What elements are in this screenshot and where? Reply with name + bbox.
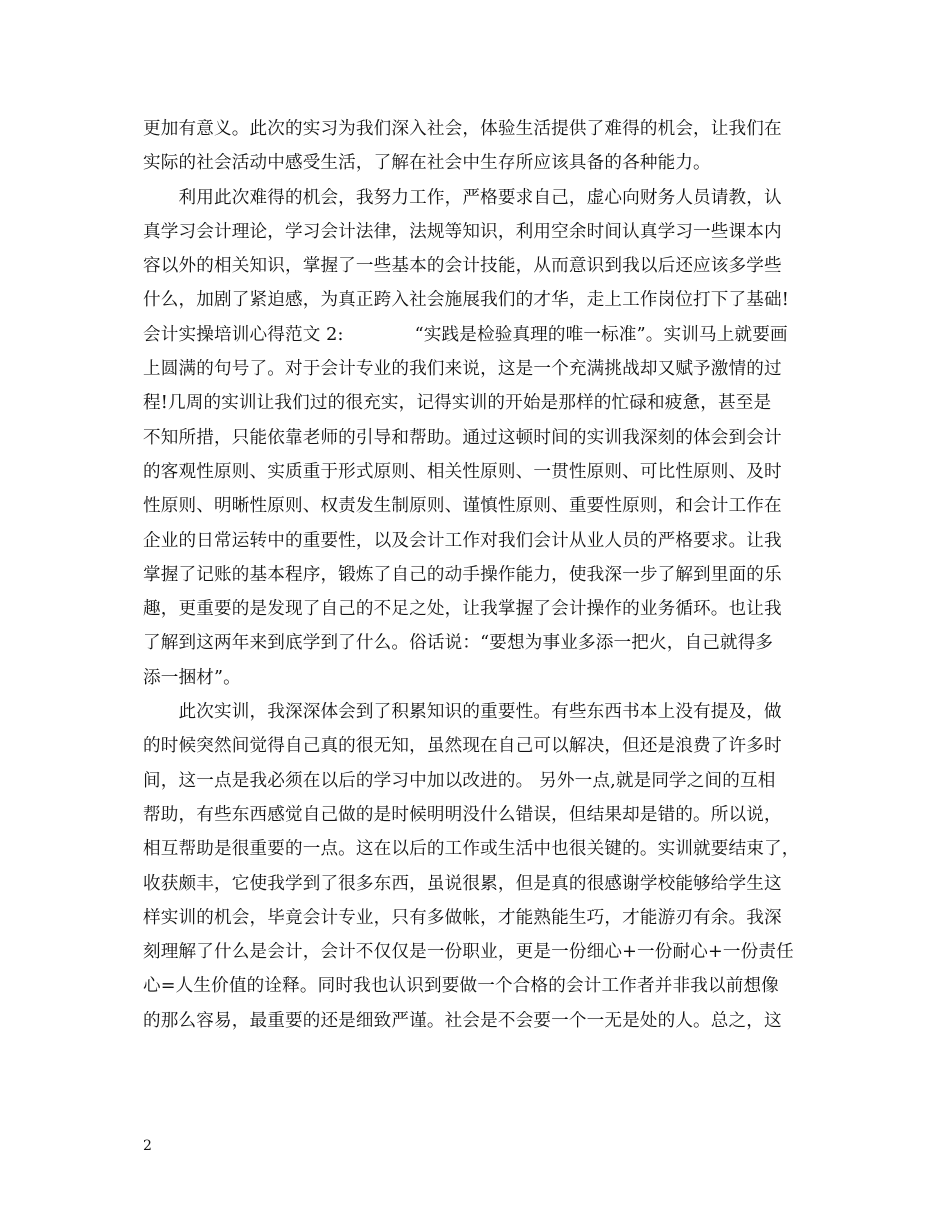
text-line: 的那么容易，最重要的还是细致严谨。社会是不会要一个一无是处的人。总之，这 bbox=[143, 1010, 782, 1031]
body-text bbox=[143, 112, 815, 1038]
text-line: 趣，更重要的是发现了自己的不足之处，让我掌握了会计操作的业务循环。也让我 bbox=[143, 599, 782, 620]
text-line: 相互帮助是很重要的一点。这在以后的工作或生活中也很关键的。实训就要结束了， bbox=[143, 839, 800, 860]
text-line: 程!几周的实训让我们过的很充实，记得实训的开始是那样的忙碌和疲惫，甚至是 bbox=[143, 393, 772, 414]
text-line: 样实训的机会，毕竟会计专业，只有多做帐，才能熟能生巧，才能游刃有余。我深 bbox=[143, 907, 782, 928]
text-line: 企业的日常运转中的重要性，以及会计工作对我们会计从业人员的严格要求。让我 bbox=[143, 530, 782, 551]
text-line: 的时候突然间觉得自己真的很无知，虽然现在自己可以解决，但还是浪费了许多时 bbox=[143, 736, 782, 757]
text-line: 真学习会计理论，学习会计法律，法规等知识，利用空余时间认真学习一些课本内 bbox=[143, 221, 782, 242]
text-line: 的客观性原则、实质重于形式原则、相关性原则、一贯性原则、可比性原则、及时 bbox=[143, 461, 782, 482]
page-number: 2 bbox=[143, 1138, 152, 1154]
text-line: 不知所措，只能依靠老师的引导和帮助。通过这顿时间的实训我深刻的体会到会计 bbox=[143, 427, 782, 448]
text-line: 掌握了记账的基本程序，锻炼了自己的动手操作能力，使我深一步了解到里面的乐 bbox=[143, 564, 782, 585]
text-line: 添一捆材”。 bbox=[143, 667, 241, 688]
text-line: 间，这一点是我必须在以后的学习中加以改进的。 另外一点,就是同学之间的互相 bbox=[143, 770, 776, 791]
text-line: 刻理解了什么是会计，会计不仅仅是一份职业，更是一份细心+一份耐心+一份责任 bbox=[143, 942, 794, 963]
text-line: 更加有意义。此次的实习为我们深入社会，体验生活提供了难得的机会，让我们在 bbox=[143, 119, 782, 139]
text-line: 会计实操培训心得范文 2: “实践是检验真理的唯一标准”。实训马上就要画 bbox=[143, 324, 788, 345]
text-line: 帮助，有些东西感觉自己做的是时候明明没什么错误，但结果却是错的。所以说， bbox=[143, 804, 782, 825]
text-line: 什么，加剧了紧迫感，为真正跨入社会施展我们的才华，走上工作岗位打下了基础! bbox=[143, 290, 789, 311]
text-line: 上圆满的句号了。对于会计专业的我们来说，这是一个充满挑战却又赋予激情的过 bbox=[143, 359, 782, 380]
text-line: 实际的社会活动中感受生活，了解在社会中生存所应该具备的各种能力。 bbox=[143, 153, 711, 174]
text-line: 此次实训，我深深体会到了积累知识的重要性。有些东西书本上没有提及，做 bbox=[143, 702, 782, 723]
text-line: 了解到这两年来到底学到了什么。俗话说：“要想为事业多添一把火，自己就得多 bbox=[143, 633, 774, 654]
text-line: 容以外的相关知识，掌握了一些基本的会计技能，从而意识到我以后还应该多学些 bbox=[143, 256, 782, 277]
text-line: 利用此次难得的机会，我努力工作，严格要求自己，虚心向财务人员请教，认 bbox=[143, 187, 782, 208]
text-line: 收获颇丰，它使我学到了很多东西，虽说很累，但是真的很感谢学校能够给学生这 bbox=[143, 873, 782, 894]
text-line: 性原则、明晰性原则、权责发生制原则、谨慎性原则、重要性原则，和会计工作在 bbox=[143, 496, 782, 517]
text-line: 心=人生价值的诠释。同时我也认识到要做一个合格的会计工作者并非我以前想像 bbox=[143, 976, 779, 997]
